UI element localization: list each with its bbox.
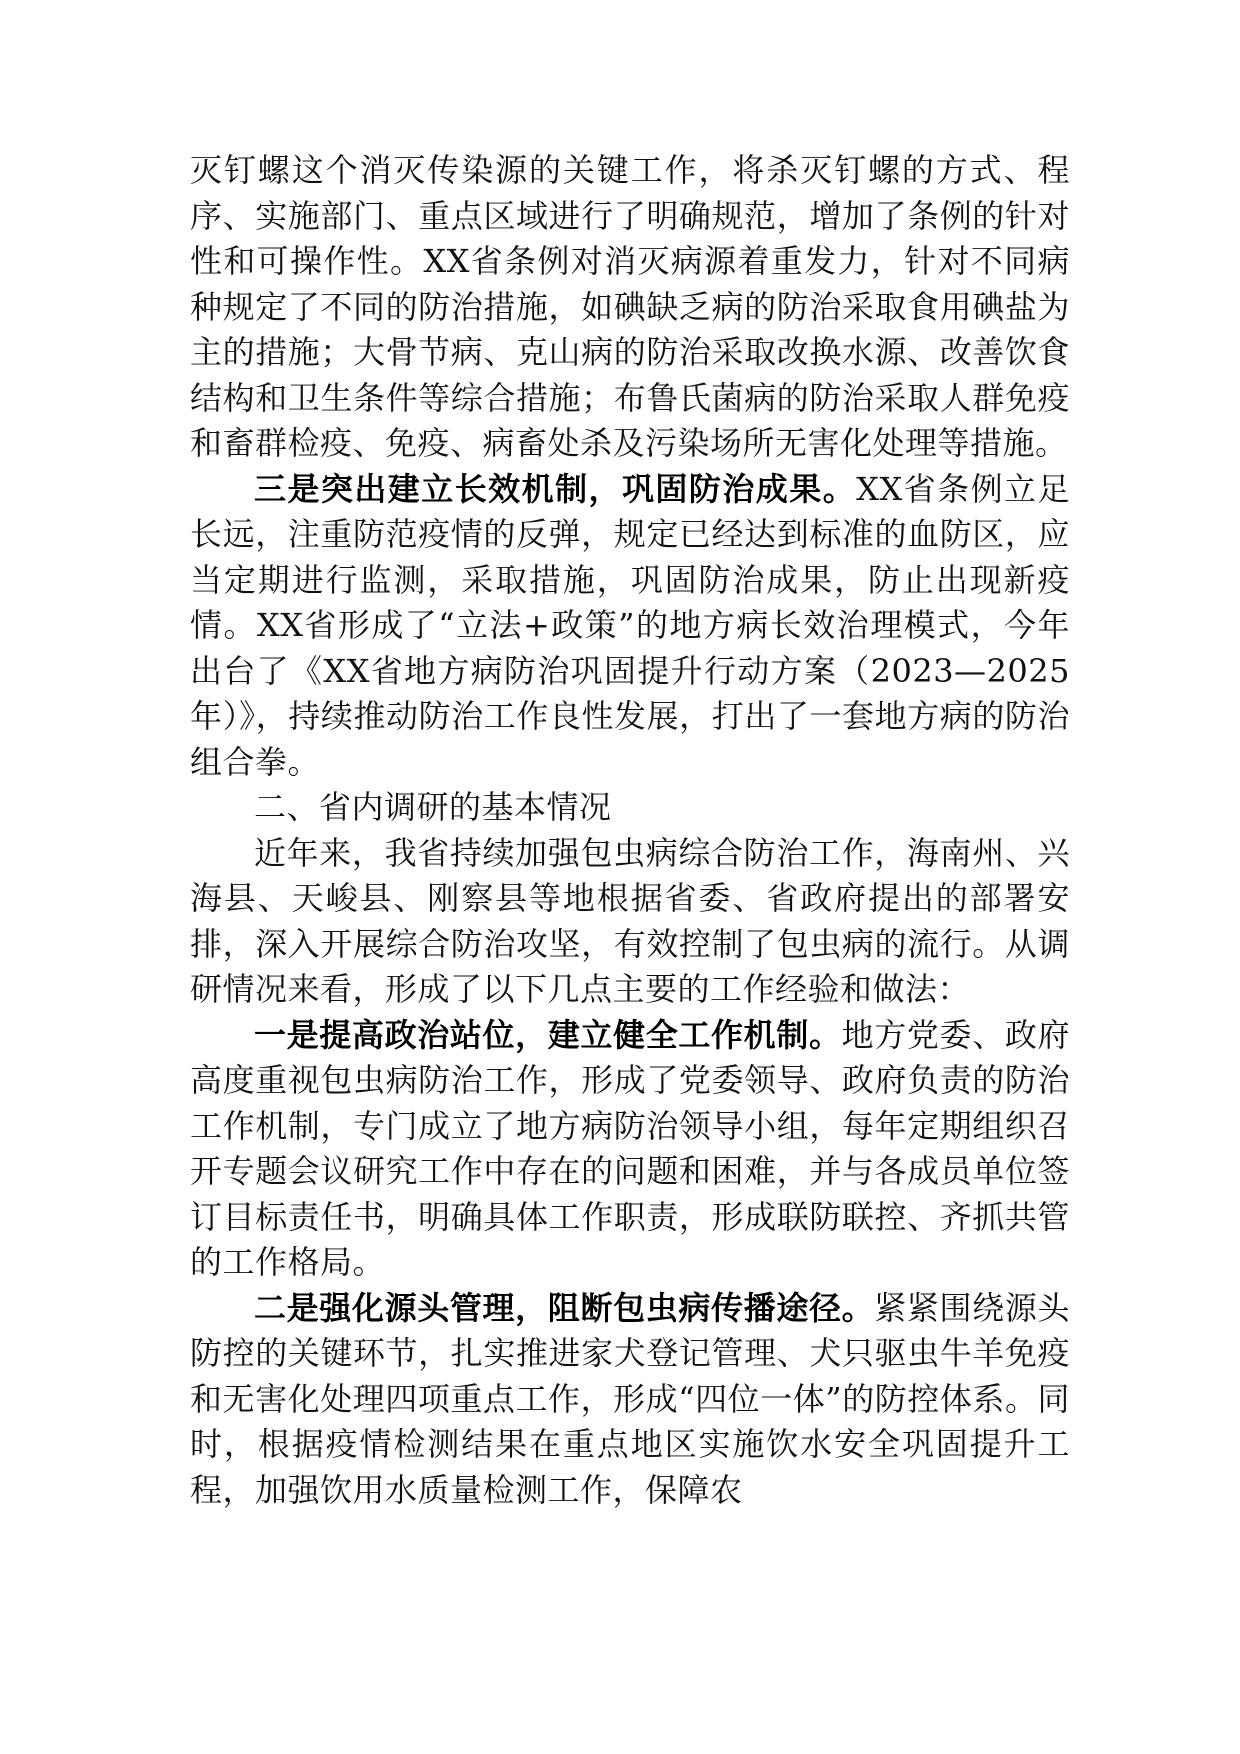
paragraph-text: XX省条例立足长远，注重防范疫情的反弹，规定已经达到标准的血防区，应当定期进行监测，采取措施，巩固防治成果，防止出现新疫情。XX省形成了“立法+政策”的地方病长效治理模式，今年出台了《XX省地方病防治巩固提升行动方案（2023—2025年）》，持续推动防治工作良性发展，打出了一套地方病的防治组合拳。 xyxy=(190,469,1070,781)
paragraph-text: 近年来，我省持续加强包虫病综合防治工作，海南州、兴海县、天峻县、刚察县等地根据省委、省政府提出的部署安排，深入开展综合防治攻坚，有效控制了包虫病的流行。从调研情况来看，形成了以下几点主要的工作经验和做法： xyxy=(190,833,1070,1008)
paragraph-text: 地方党委、政府高度重视包虫病防治工作，形成了党委领导、政府负责的防治工作机制，专门成立了地方病防治领导小组，每年定期组织召开专题会议研究工作中存在的问题和困难，并与各成员单位签订目标责任书，明确具体工作职责，形成联防联控、齐抓共管的工作格局。 xyxy=(190,1015,1070,1281)
body-paragraph-intro xyxy=(190,831,1070,1013)
paragraph-text: 紧紧围绕源头防控的关键环节，扎实推进家犬登记管理、犬只驱虫牛羊免疫和无害化处理四项重点工作，形成“四位一体”的防控体系。同时，根据疫情检测结果在重点地区实施饮水安全巩固提升工程，加强饮用水质量检测工作，保障农 xyxy=(190,1288,1070,1509)
section-heading-text: 二、省内调研的基本情况 xyxy=(254,788,612,826)
body-paragraph-point-three xyxy=(190,467,1070,786)
section-heading xyxy=(190,785,1070,831)
body-paragraph-point-two xyxy=(190,1286,1070,1514)
body-paragraph-continuation xyxy=(190,148,1070,467)
paragraph-lead-heading: 二是强化源头管理，阻断包虫病传播途径。 xyxy=(254,1288,875,1327)
paragraph-text: 灭钉螺这个消灭传染源的关键工作，将杀灭钉螺的方式、程序、实施部门、重点区域进行了明确规范，增加了条例的针对性和可操作性。XX省条例对消灭病源着重发力，针对不同病种规定了不同的防治措施，如碘缺乏病的防治采取食用碘盐为主的措施；大骨节病、克山病的防治采取改换水源、改善饮食结构和卫生条件等综合措施；布鲁氏菌病的防治采取人群免疫和畜群检疫、免疫、病畜处杀及污染场所无害化处理等措施。 xyxy=(190,151,1070,462)
document-page xyxy=(190,148,1070,1513)
body-paragraph-point-one xyxy=(190,1013,1070,1286)
paragraph-lead-heading: 一是提高政治站位，建立健全工作机制。 xyxy=(254,1015,842,1054)
paragraph-lead-heading: 三是突出建立长效机制，巩固防治成果。 xyxy=(254,469,857,508)
